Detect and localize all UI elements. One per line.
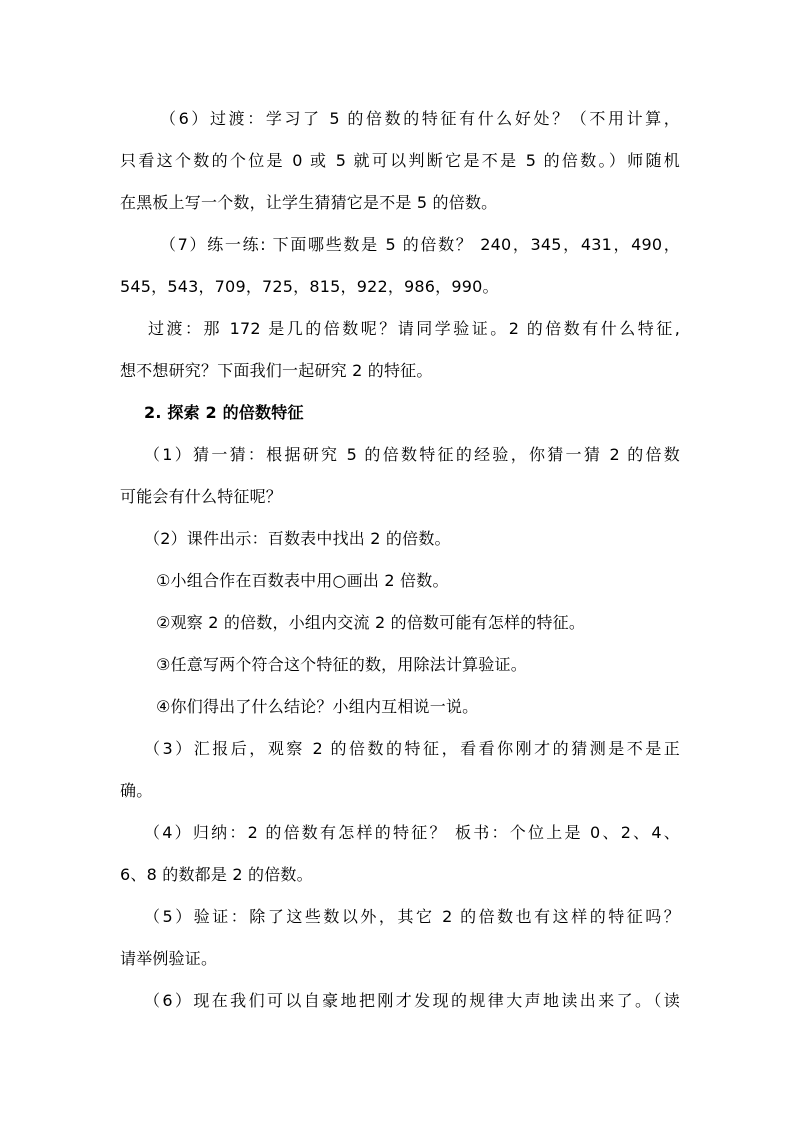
paragraph-line: 在黑板上写一个数，让学生猜猜它是不是 5 的倍数。	[120, 193, 498, 212]
paragraph-line: 只看这个数的个位是 0 或 5 就可以判断它是不是 5 的倍数。）师随机	[120, 151, 680, 170]
paragraph-line: （6）过渡：学习了 5 的倍数的特征有什么好处？（不用计算，	[160, 109, 680, 128]
paragraph-line: （7）练一练: 下面哪些数是 5 的倍数？ 240，345，431，490，	[160, 235, 680, 254]
paragraph-line: 可能会有什么特征呢？	[120, 487, 283, 506]
paragraph-line: （2）课件出示：百数表中找出 2 的倍数。	[144, 529, 451, 548]
list-item: ③任意写两个符合这个特征的数，用除法计算验证。	[156, 655, 527, 674]
paragraph-line: 确。	[120, 781, 153, 800]
paragraph-line: （3）汇报后，观察 2 的倍数的特征，看看你刚才的猜测是不是正	[144, 739, 680, 758]
paragraph-line: （1）猜一猜：根据研究 5 的倍数特征的经验，你猜一猜 2 的倍数	[144, 445, 680, 464]
paragraph-line: 545，543，709，725，815，922，986，990。	[120, 277, 499, 296]
list-item: ②观察 2 的倍数，小组内交流 2 的倍数可能有怎样的特征。	[156, 613, 586, 632]
section-heading: 2. 探索 2 的倍数特征	[144, 403, 304, 422]
paragraph-line: （5）验证：除了这些数以外，其它 2 的倍数也有这样的特征吗？	[144, 907, 680, 926]
list-item: ①小组合作在百数表中用○画出 2 倍数。	[156, 571, 449, 590]
paragraph-line: （4）归纳：2 的倍数有怎样的特征？ 板书：个位上是 0、2、4、	[144, 823, 680, 842]
list-item: ④你们得出了什么结论？小组内互相说一说。	[156, 697, 479, 716]
paragraph-line: 过渡：那 172 是几的倍数呢？请同学验证。2 的倍数有什么特征,	[148, 319, 680, 338]
paragraph-line: 想不想研究？下面我们一起研究 2 的特征。	[120, 361, 433, 380]
paragraph-line: （6）现在我们可以自豪地把刚才发现的规律大声地读出来了。（读	[144, 991, 680, 1010]
paragraph-line: 6、8 的数都是 2 的倍数。	[120, 865, 313, 884]
paragraph-line: 请举例验证。	[120, 949, 218, 968]
